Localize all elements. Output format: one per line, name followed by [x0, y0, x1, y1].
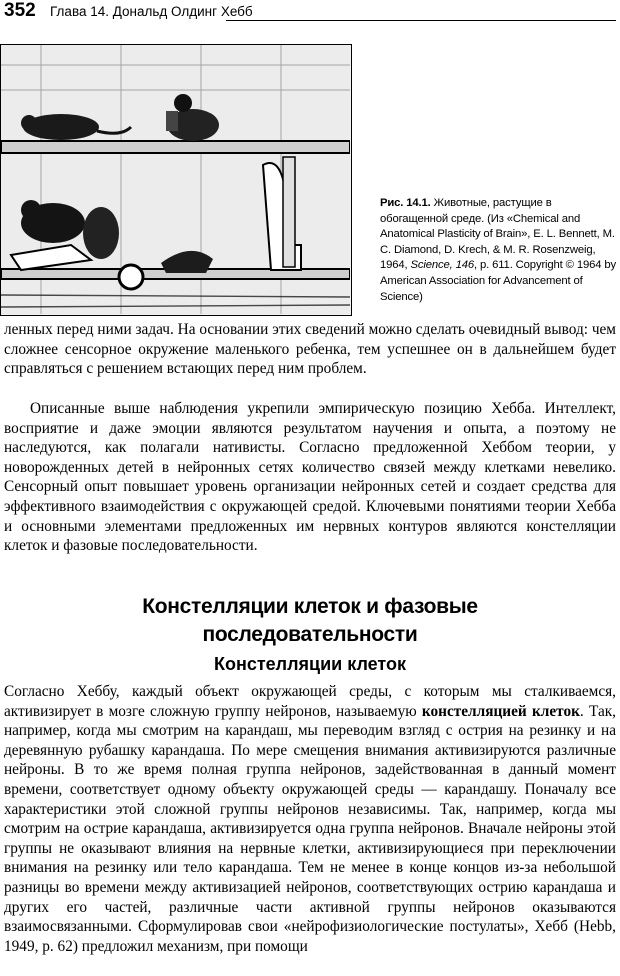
- chapter-title: Глава 14. Дональд Олдинг Хебб: [50, 4, 253, 19]
- paragraph-3-rest: . Так, например, когда мы смотрим на карандаш, мы переводим взгляд с острия на резинку и на деревянную рубашку карандаша. По мере смещения внимания активизируются различные нейроны. В то же время полная группа нейронов, задействованная в данный момент времени, соответствует одному объекту окружающей среды — карандашу. Поначалу все характеристики этой сложной группы нейронов независимы. Так, например, когда мы смотрим на острие карандаша, активизируется одна группа нейронов. Вначале нейроны этой группы не оказывают влияния на нервные клетки, активизирующиеся при переключении внимания на резинку или тело карандаша. Тем не менее в конце концов из-за небольшой разницы во времени между активизацией нейронов, соответствующих острию карандаша и других его частей, различные части активной группы нейронов оказываются взаимосвязанными. Сформулировав свои «нейрофизиологические постулаты», Хебб (Hebb, 1949, p. 62) предложил механизм, при помощи: [4, 702, 616, 955]
- figure-rats-enriched-environment: [0, 44, 352, 316]
- caption-label: Рис. 14.1.: [380, 197, 431, 209]
- figure-caption: [380, 196, 616, 305]
- paragraph-2: Описанные выше наблюдения укрепили эмпирическую позицию Хебба. Интеллект, восприятие и даже эмоции являются результатом научения и опыта, а поэтому не наследуются, как полагали нативисты. Согласно предложенной Хеббом теории, у новорожденных детей в нейронных сетях количество связей между клетками невелико. Сенсорный опыт повышает уровень организации нейронных сетей и создает средства для эффективного взаимодействия с окружающей средой. Ключевыми понятиями теории Хебба и основными элементами предложенных им нервных контуров являются констелляции клеток и фазовые последовательности.: [4, 400, 616, 555]
- section-heading-line-2: последовательности: [202, 623, 418, 646]
- paragraph-3: [4, 682, 616, 956]
- figure-photo-illustration: [1, 45, 350, 314]
- caption-text-1: Животные, растущие в обогащенной среде. (Из «Chemical and Anatomical Plasticity of Brain», E. L. Bennett, M. C. Diamond, D. Krech, & M. R. Rosenzweig, 1964,: [380, 197, 615, 272]
- caption-journal: Science, 146: [410, 259, 475, 272]
- section-heading-line-1: Констелляции клеток и фазовые: [142, 595, 478, 618]
- caption-text-2: , p. 611. Copyright © 1964 by American Association for Advancement of Science): [380, 259, 616, 303]
- paragraph-3-start: Согласно Хеббу, каждый объект окружающей среды, с которым мы сталкиваемся, активизирует в мозге сложную группу нейронов, называемую: [4, 683, 616, 720]
- header-rule: [226, 20, 616, 21]
- paragraph-1: ленных перед ними задач. На основании этих сведений можно сделать очевидный вывод: чем сложнее сенсорное окружение маленького ребенка, тем успешнее он в дальнейшем будет справляться с решением встающих перед ним проблем.: [4, 321, 616, 378]
- running-head: [4, 0, 616, 24]
- page-number: 352: [4, 0, 36, 21]
- term-cell-assembly: констелляцией клеток: [421, 702, 580, 720]
- subsection-heading: Констелляции клеток: [213, 654, 407, 674]
